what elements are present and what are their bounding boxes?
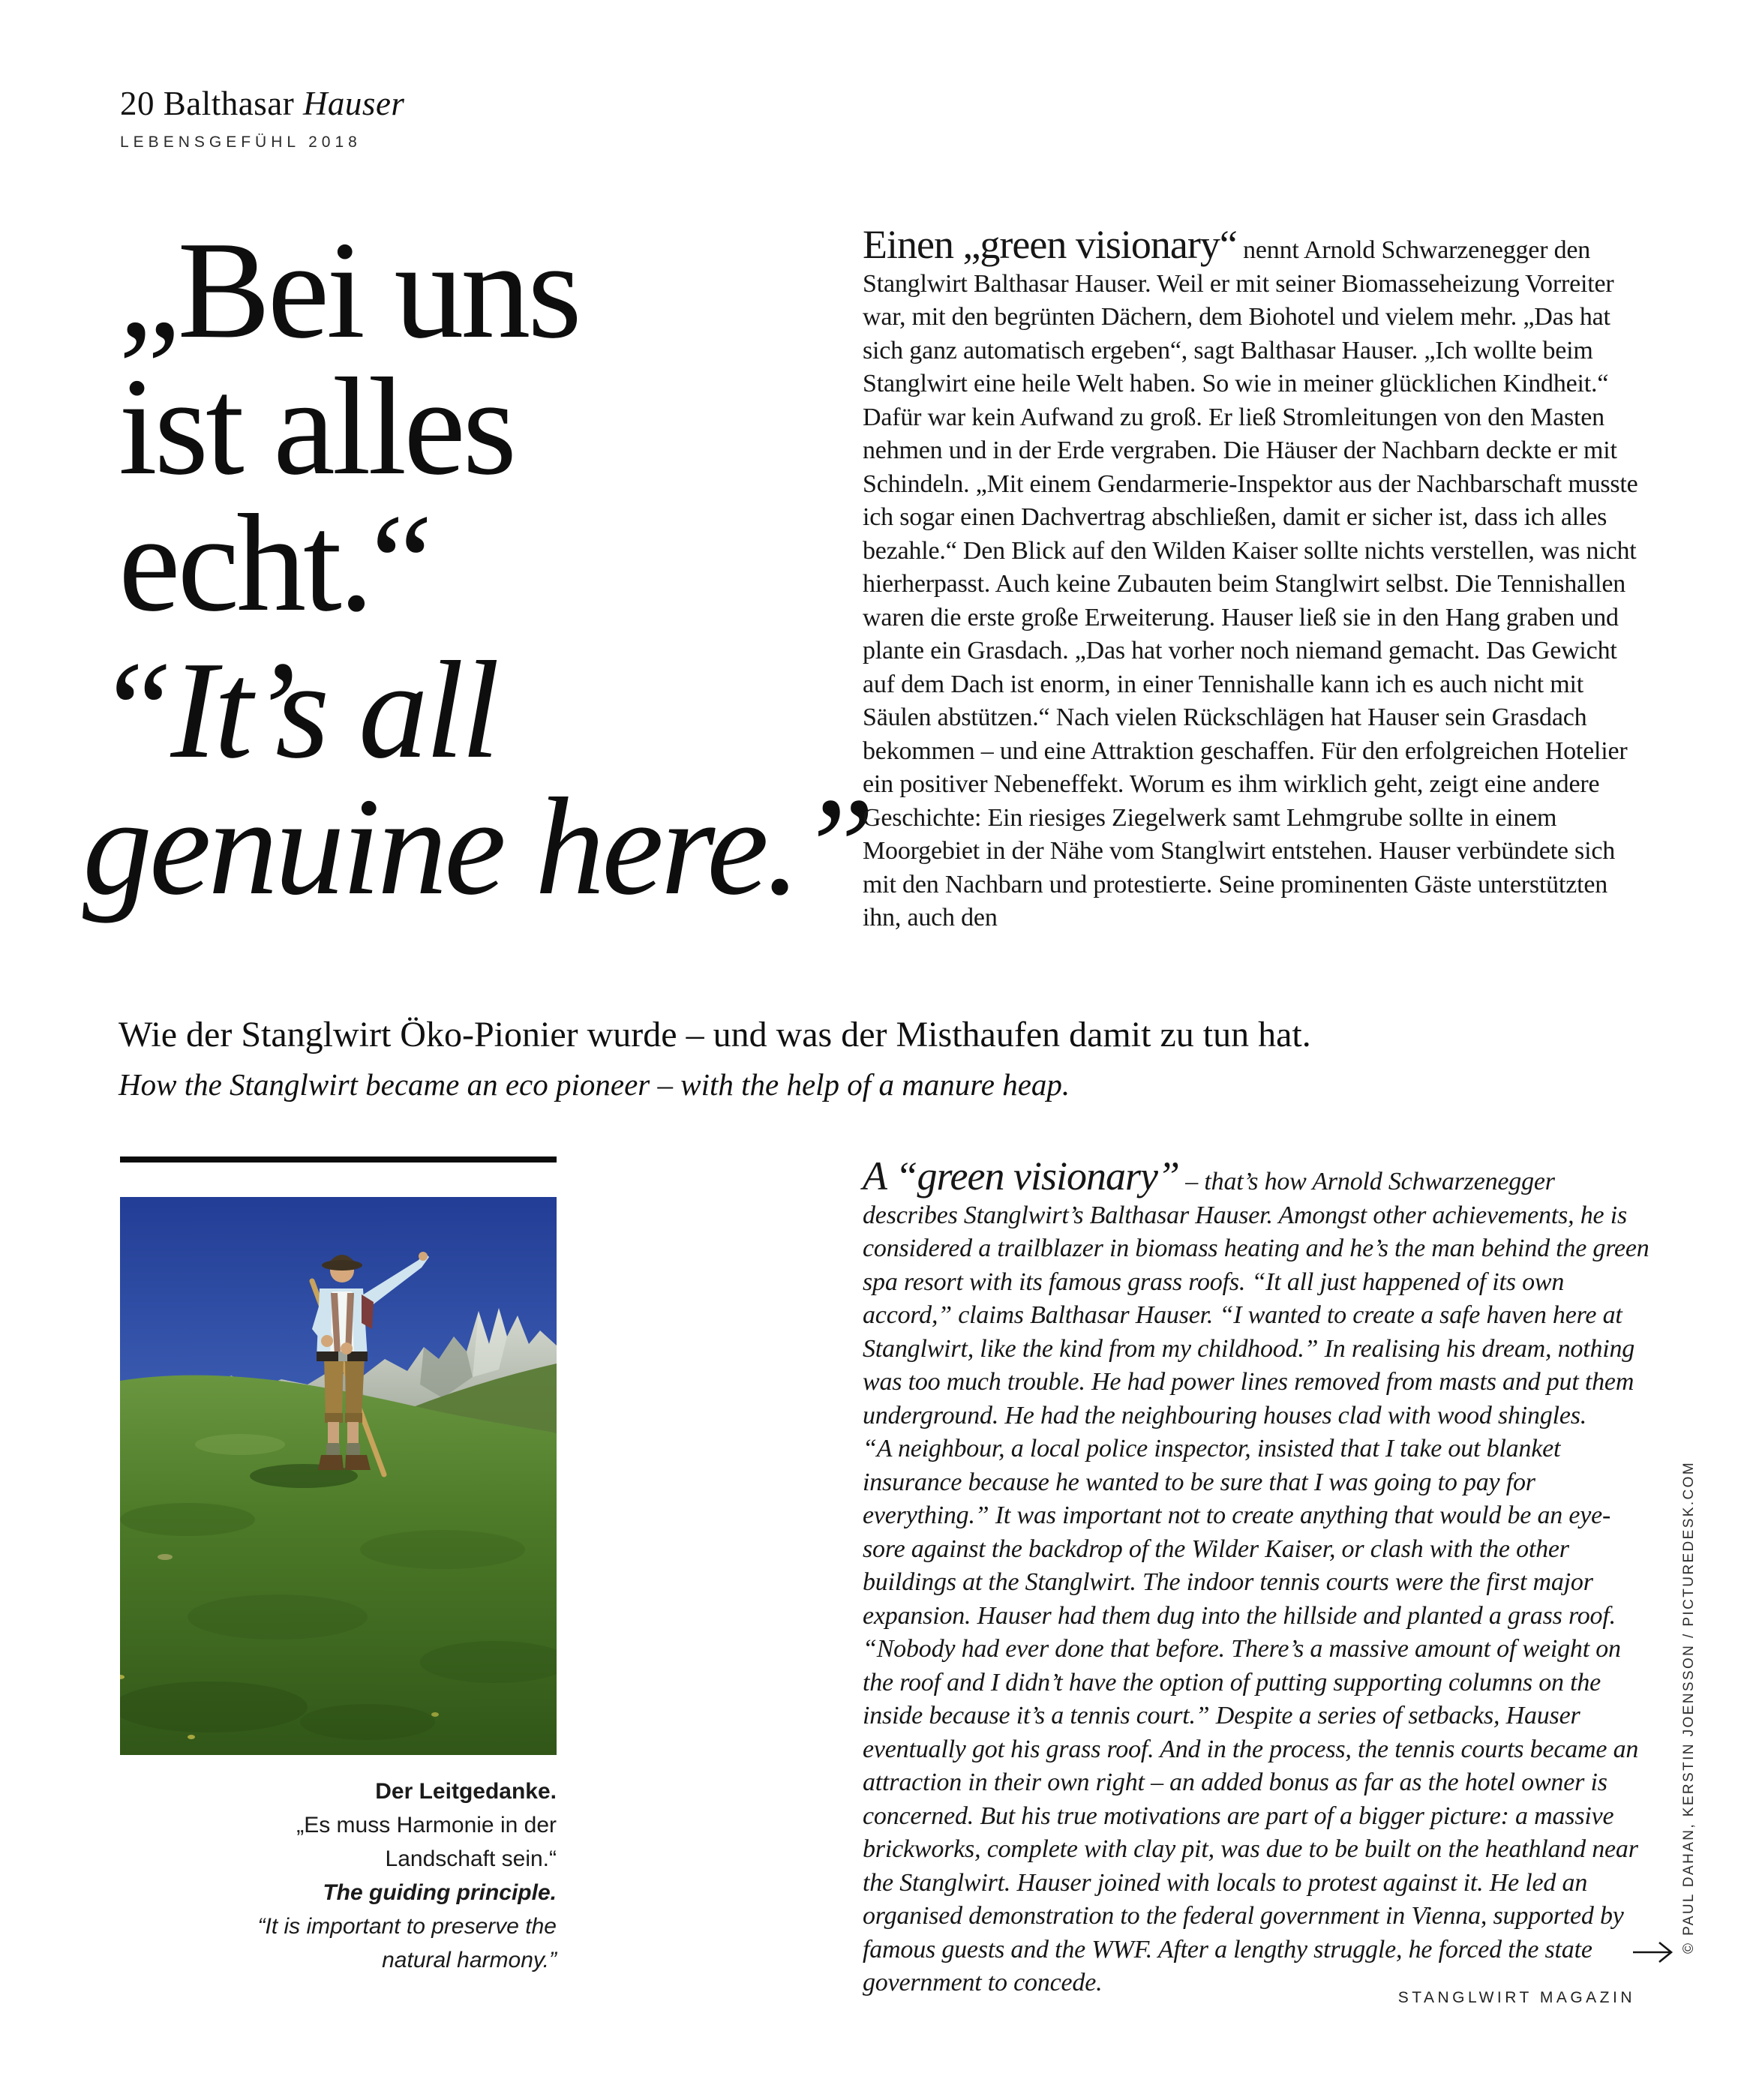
header-title-roman: Balthasar bbox=[163, 85, 295, 122]
article-german-opener: Einen „green visionary“ bbox=[863, 222, 1237, 267]
photo-hauser-alpine-meadow bbox=[120, 1197, 557, 1755]
article-english-opener: A “green visionary” bbox=[863, 1154, 1179, 1198]
article-english-para2: “A neighbour, a local police inspector, insisted that I take out blanket insurance because he wanted to be sure that I was going to pay for everything.” It was important not to create anything that would be an eye-sore against the backdrop of the Wilder Kaiser, or clash with the other buildings at the Stanglwirt. The indoor tennis courts were the first major expansion. Hauser had them dug into the hillside and planted a grass roof. “Nobody had ever done that before. There’s a massive amount of weight on the roof and I didn’t have the option of putting supporting columns on the inside because it’s a tennis court.” Despite a series of setbacks, Hauser eventually got his grass roof. And in the process, the tennis courts became an attraction in their own right – an added bonus as far as the hotel owner is concerned. But his true motivations are part of a bigger picture: a massive brickworks, complete with clay pit, was due to be built on the heathland near the Stanglwirt. Hauser joined with locals to protest against it. He led an organised demonstration to the federal government in Vienna, supported by famous guests and the WWF. After a lengthy struggle, he forced the state government to concede. bbox=[863, 1435, 1639, 1996]
pull-quote bbox=[83, 213, 872, 924]
caption-quote-de: „Es muss Harmonie in der Landschaft sein.“ bbox=[296, 1813, 557, 1871]
deck-german: Wie der Stanglwirt Öko-Pionier wurde – und was der Misthaufen damit zu tun hat. bbox=[119, 1015, 1311, 1054]
magazine-footer: STANGLWIRT MAGAZIN bbox=[1397, 1989, 1635, 2006]
article-english-body: – that’s how Arnold Schwarzenegger describes Stanglwirt’s Balthasar Hauser. Amongst other achievements, he is considered a trailblazer in biomass heating and he’s the man behind the green spa resort with its famous grass roofs. “It all just happened of its own accord,” claims Balthasar Hauser. “I wanted to create a safe haven here at Stanglwirt, like the kind from my childhood.” In realising his dream, nothing was too much trouble. He had power lines removed from masts and put them underground. He had the neighbouring houses clad with wood shingles. bbox=[863, 1168, 1649, 1430]
caption-title-de: Der Leitgedanke. bbox=[375, 1779, 557, 1804]
header-title-italic: Hauser bbox=[302, 85, 405, 122]
pull-quote-line-de: echt.“ bbox=[119, 486, 430, 640]
caption-quote-en: “It is important to preserve the natural harmony.” bbox=[257, 1914, 557, 1972]
caption-title-en: The guiding principle. bbox=[323, 1880, 557, 1905]
divider-rule bbox=[120, 1156, 557, 1162]
next-page-arrow-icon bbox=[1632, 1941, 1676, 1964]
issue-label: LEBENSGEFÜHL 2018 bbox=[120, 134, 362, 151]
article-german-body: nennt Arnold Schwarzenegger den Stanglwirt Balthasar Hauser. Weil er mit seiner Biomasseheizung Vorreiter war, mit den begrünten Dächern, dem Biohotel und vielem mehr. „Das hat sich ganz automatisch ergeben“, sagt Balthasar Hauser. „Ich wollte beim Stanglwirt eine heile Welt haben. So wie in meiner glücklichen Kindheit.“ Dafür war kein Aufwand zu groß. Er ließ Stromleitungen von den Masten nehmen und in der Erde vergraben. Die Häuser der Nachbarn deckte er mit Schindeln. „Mit einem Gendarmerie-Inspektor aus der Nachbarschaft musste ich sogar einen Dachvertrag abschließen, damit er sicher ist, dass ich alles bezahle.“ Den Blick auf den Wilden Kaiser sollte nichts verstellen, was nicht hierherpasst. Auch keine Zubauten beim Stanglwirt selbst. Die Tennishallen waren die erste große Erweiterung. Hauser ließ sie in den Hang graben und plante ein Grasdach. „Das hat vorher noch niemand gemacht. Das Gewicht auf dem Dach ist enorm, in einer Tennishalle kann ich es auch nicht mit Säulen abstützen.“ Nach vielen Rückschlägen hat Hauser sein Grasdach bekommen – und eine Attraktion geschaffen. Für den erfolgreichen Hotelier ein positiver Nebeneffekt. Worum es ihm wirklich geht, zeigt eine andere Geschichte: Ein riesiges Ziegelwerk samt Lehmgrube sollte in einem Moorgebiet in der Nähe vom Stanglwirt entstehen. Hauser verbündete sich mit den Nachbarn und protestierte. Seine prominenten Gäste unterstützten ihn, auch den bbox=[863, 236, 1638, 932]
pull-quote-line-en: “It’s all bbox=[96, 633, 497, 788]
page-number: 20 bbox=[120, 85, 155, 122]
page-header bbox=[120, 84, 404, 152]
pull-quote-line-en: genuine here.” bbox=[83, 770, 872, 924]
deck-english: How the Stanglwirt became an eco pioneer – with the help of a manure heap. bbox=[119, 1067, 1070, 1102]
photo-caption bbox=[248, 1774, 557, 1977]
pull-quote-line-de: „Bei uns bbox=[119, 213, 579, 368]
article-english-para1 bbox=[863, 1154, 1652, 1432]
pull-quote-line-de: ist alles bbox=[119, 350, 515, 504]
article-english bbox=[863, 1154, 1652, 2000]
photo-credit: © PAUL DAHAN, KERSTIN JOENSSON / PICTUREDESK.COM bbox=[1681, 1460, 1697, 1954]
page-title bbox=[120, 84, 404, 123]
article-german bbox=[863, 222, 1652, 935]
